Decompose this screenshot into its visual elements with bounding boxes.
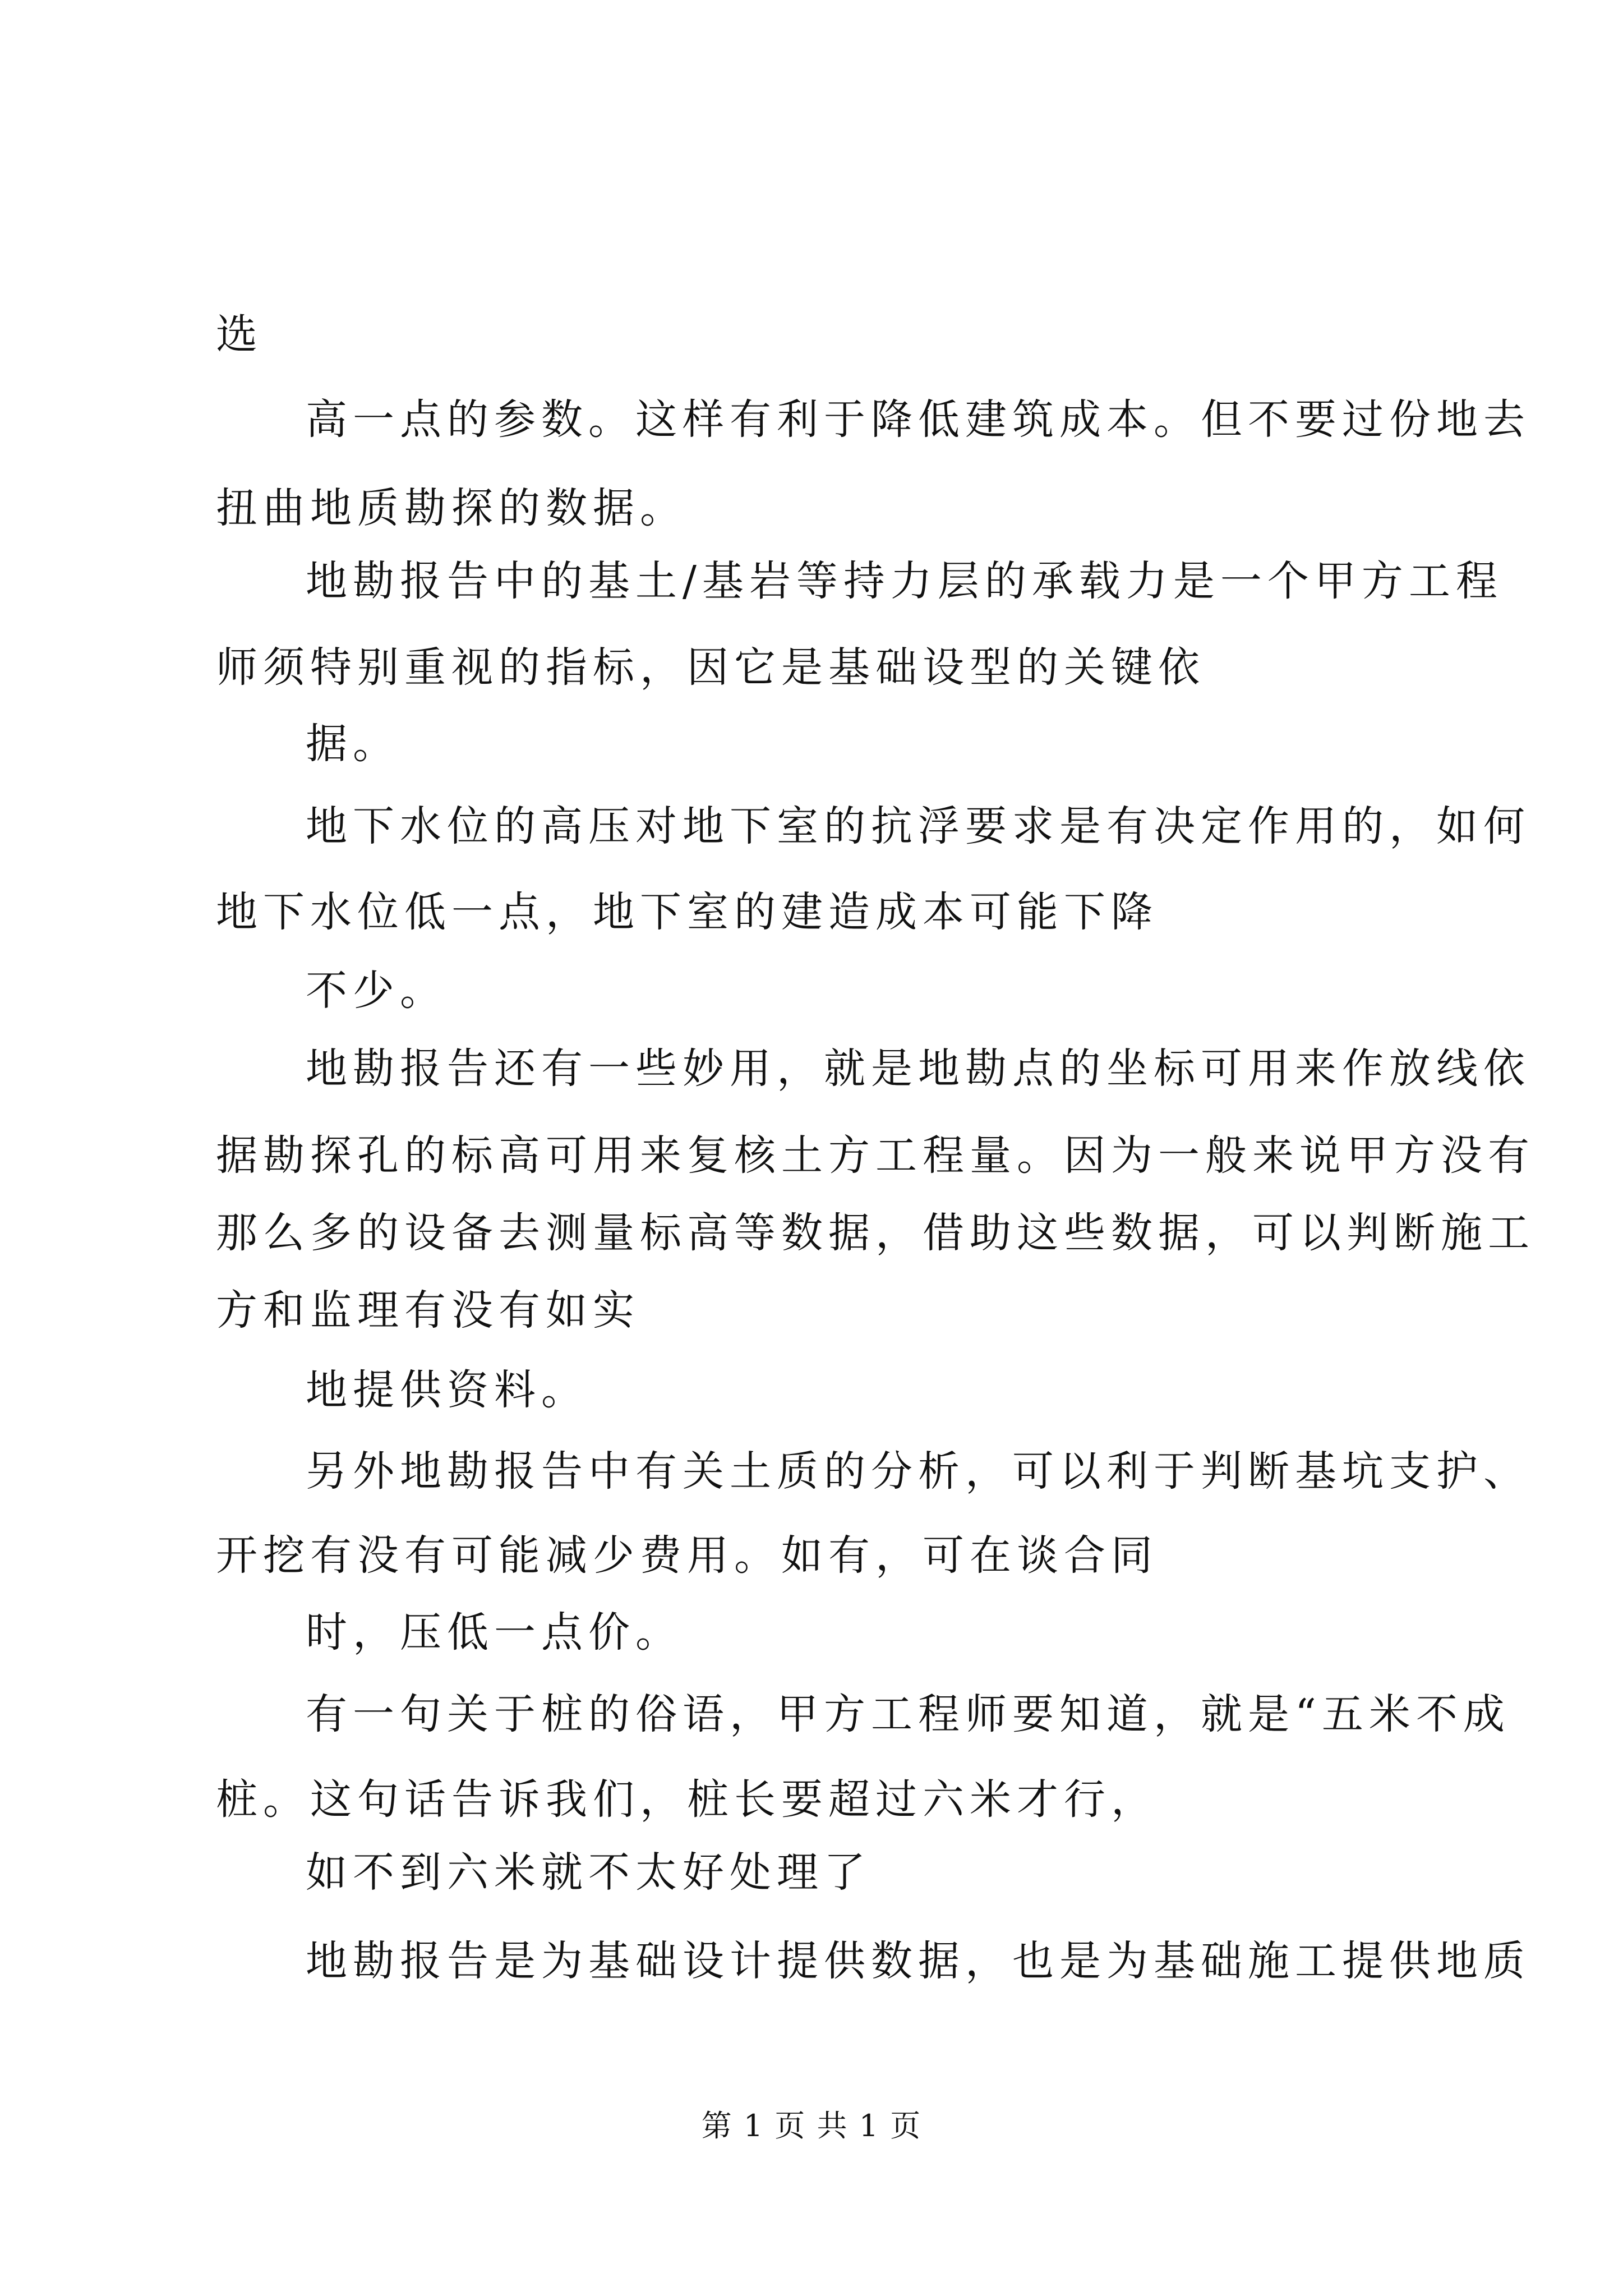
text-line-7: 地下水位的高压对地下室的抗浮要求是有决定作用的，如何 — [306, 802, 1530, 850]
text-line-1: 选 — [216, 310, 263, 358]
page-number-footer: 第 1 页 共 1 页 — [701, 2108, 922, 2143]
text-line-10: 地勘报告还有一些妙用，就是地勘点的坐标可用来作放线依 — [306, 1045, 1530, 1093]
text-line-14: 地提供资料。 — [306, 1366, 588, 1414]
text-line-2: 高一点的参数。这样有利于降低建筑成本。但不要过份地去 — [306, 395, 1530, 444]
text-line-21: 地勘报告是为基础设计提供数据，也是为基础施工提供地质 — [306, 1937, 1530, 1985]
text-line-17: 时，压低一点价。 — [306, 1608, 683, 1657]
text-line-20: 如不到六米就不太好处理了 — [306, 1848, 871, 1897]
text-line-3: 扭曲地质勘探的数据。 — [216, 484, 687, 532]
text-line-13: 方和监理有没有如实 — [216, 1286, 640, 1335]
text-line-6: 据。 — [306, 720, 400, 768]
text-line-18: 有一句关于桩的俗语，甲方工程师要知道，就是“五米不成 — [306, 1690, 1510, 1738]
text-line-11: 据勘探孔的标高可用来复核土方工程量。因为一般来说甲方没有 — [216, 1131, 1535, 1180]
text-line-19: 桩。这句话告诉我们，桩长要超过六米才行， — [216, 1775, 1158, 1824]
text-line-9: 不少。 — [306, 967, 447, 1015]
text-line-12: 那么多的设备去测量标高等数据，借助这些数据，可以判断施工 — [216, 1209, 1535, 1257]
text-line-15: 另外地勘报告中有关土质的分析，可以利于判断基坑支护、 — [306, 1447, 1530, 1496]
text-line-8: 地下水位低一点，地下室的建造成本可能下降 — [216, 888, 1158, 936]
text-line-16: 开挖有没有可能减少费用。如有，可在谈合同 — [216, 1531, 1158, 1580]
text-line-5: 师须特别重视的指标，因它是基础设型的关键依 — [216, 643, 1205, 692]
text-line-4: 地勘报告中的基土/基岩等持力层的承载力是一个甲方工程 — [306, 557, 1503, 605]
